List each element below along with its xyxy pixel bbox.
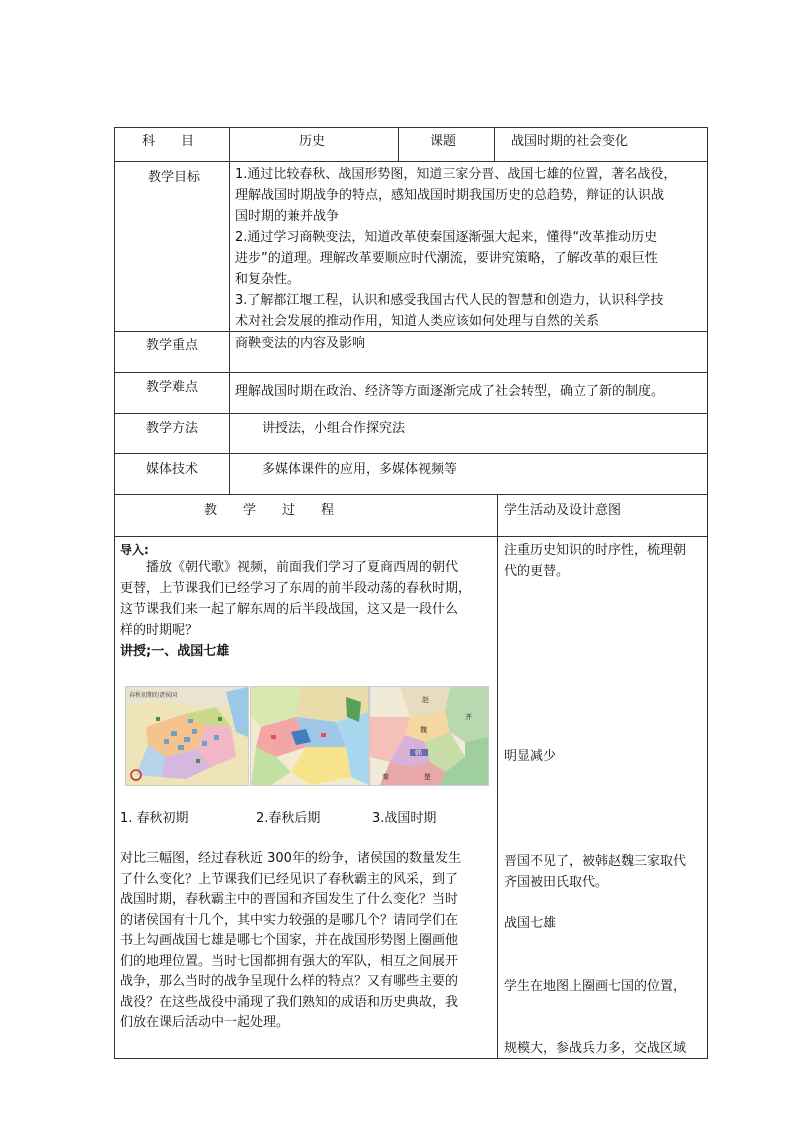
map-label-han: 韩 xyxy=(415,749,422,757)
intro-line: 更替，上节课我们已经学习了东周的前半段动荡的春秋时期， xyxy=(120,581,472,596)
objective-line: 理解战国时期战争的特点，感知战国时期我国历史的总趋势，辩证的认识战 xyxy=(235,188,665,203)
lecture-line: 了什么变化？上节课我们已经见识了春秋霸主的风采，到了 xyxy=(120,871,459,887)
map-image xyxy=(370,687,488,785)
intro-label: 导入: xyxy=(120,543,149,557)
media-label: 媒体技术 xyxy=(146,462,199,477)
intro-text xyxy=(120,557,495,641)
note-circle-states: 学生在地图上圈画七国的位置， xyxy=(504,979,687,994)
topic-value: 战国时期的社会变化 xyxy=(511,134,629,149)
lecture-line: 对比三幅图，经过春秋近 300年的纷争，诸侯国的数量发生 xyxy=(120,851,461,866)
objective-line: 术对社会发展的推动作用，知道人类应该如何处理与自然的关系 xyxy=(235,314,600,329)
process-header-left: 教 学 过 程 xyxy=(204,503,335,518)
map-image xyxy=(126,687,248,785)
lecture-line: 书上勾画战国七雄是哪七个国家，并在战国形势图上圈画他 xyxy=(120,933,459,948)
map-image xyxy=(251,687,368,785)
map-title: 春秋初期的诸侯国 xyxy=(129,692,178,699)
map-label-zhao: 赵 xyxy=(422,696,429,704)
lecture-line: 们的地理位置。当时七国都拥有强大的军队，相互之间展开 xyxy=(120,953,459,969)
note-jin-qi xyxy=(504,851,704,893)
subject-label: 科 目 xyxy=(142,134,195,149)
lecture-text xyxy=(120,849,495,1034)
subject-value: 历史 xyxy=(299,134,326,149)
intro-line: 样的时期呢？ xyxy=(120,623,199,638)
objective-line: 2.通过学习商鞅变法，知道改革使秦国逐渐强大起来，懂得“改革推动历史 xyxy=(235,230,658,245)
key-point-label: 教学重点 xyxy=(146,338,199,353)
lecture-label: 讲授;一、战国七雄 xyxy=(120,644,230,659)
objective-line: 1.通过比较春秋、战国形势图，知道三家分晋、战国七雄的位置，著名战役， xyxy=(235,167,677,182)
note-sequence xyxy=(504,540,704,582)
lecture-line: 战争，那么当时的战争呈现什么样的特点？又有哪些主要的 xyxy=(120,974,459,989)
map-caption-2: 2.春秋后期 xyxy=(256,811,321,826)
method-value: 讲授法，小组合作探究法 xyxy=(262,421,406,436)
intro-line: 这节课我们来一起了解东周的后半段战国，这又是一段什么 xyxy=(120,602,459,617)
objective-line: 3.了解都江堰工程，认识和感受我国古代人民的智慧和创造力，认识科学技 xyxy=(235,293,664,308)
lecture-line: 的诸侯国有十几个，其中实力较强的是哪几个？请同学们在 xyxy=(120,912,459,928)
map-caption-3: 3.战国时期 xyxy=(372,811,437,826)
note-line: 齐国被田氏取代。 xyxy=(504,875,609,890)
note-line: 注重历史知识的时序性，梳理朝 xyxy=(504,543,687,558)
objectives-text xyxy=(235,164,705,332)
map-spring-autumn-late xyxy=(250,686,369,786)
lecture-line: 们放在课后活动中一起处理。 xyxy=(120,1015,290,1030)
map-label-qi: 齐 xyxy=(465,713,472,721)
lecture-line: 战役？在这些战役中涌现了我们熟知的成语和历史典故，我 xyxy=(120,994,459,1010)
map-label-wei: 魏 xyxy=(420,726,427,734)
process-header-right: 学生活动及设计意图 xyxy=(504,503,622,518)
note-decrease: 明显减少 xyxy=(504,749,557,764)
map-label-qin: 秦 xyxy=(382,773,389,781)
note-line: 晋国不见了，被韩赵魏三家取代 xyxy=(504,854,687,869)
map-spring-autumn-early xyxy=(125,686,249,786)
note-war-features: 规模大，参战兵力多，交战区域 xyxy=(504,1041,687,1056)
map-caption-1: 1. 春秋初期 xyxy=(120,811,189,826)
note-line: 代的更替。 xyxy=(504,564,570,579)
media-value: 多媒体课件的应用，多媒体视频等 xyxy=(262,462,458,477)
objective-line: 国时期的兼并战争 xyxy=(235,209,340,224)
difficulty-label: 教学难点 xyxy=(146,380,199,395)
intro-line: 播放《朝代歌》视频，前面我们学习了夏商西周的朝代 xyxy=(146,560,459,575)
objective-line: 进步”的道理。理解改革要顺应时代潮流，要讲究策略，了解改革的艰巨性 xyxy=(235,251,658,266)
method-label: 教学方法 xyxy=(146,421,199,436)
map-label-chu: 楚 xyxy=(424,773,431,781)
key-point-value: 商鞅变法的内容及影响 xyxy=(235,336,366,351)
map-warring-states xyxy=(369,686,489,786)
objective-line: 和复杂性。 xyxy=(235,272,301,287)
objectives-label: 教学目标 xyxy=(148,170,201,185)
difficulty-value: 理解战国时期在政治、经济等方面逐渐完成了社会转型，确立了新的制度。 xyxy=(235,384,665,399)
topic-label: 课题 xyxy=(430,134,457,149)
lecture-line: 战国时期，春秋霸主中的晋国和齐国发生了什么变化？当时 xyxy=(120,892,459,907)
note-seven-states: 战国七雄 xyxy=(504,916,557,931)
